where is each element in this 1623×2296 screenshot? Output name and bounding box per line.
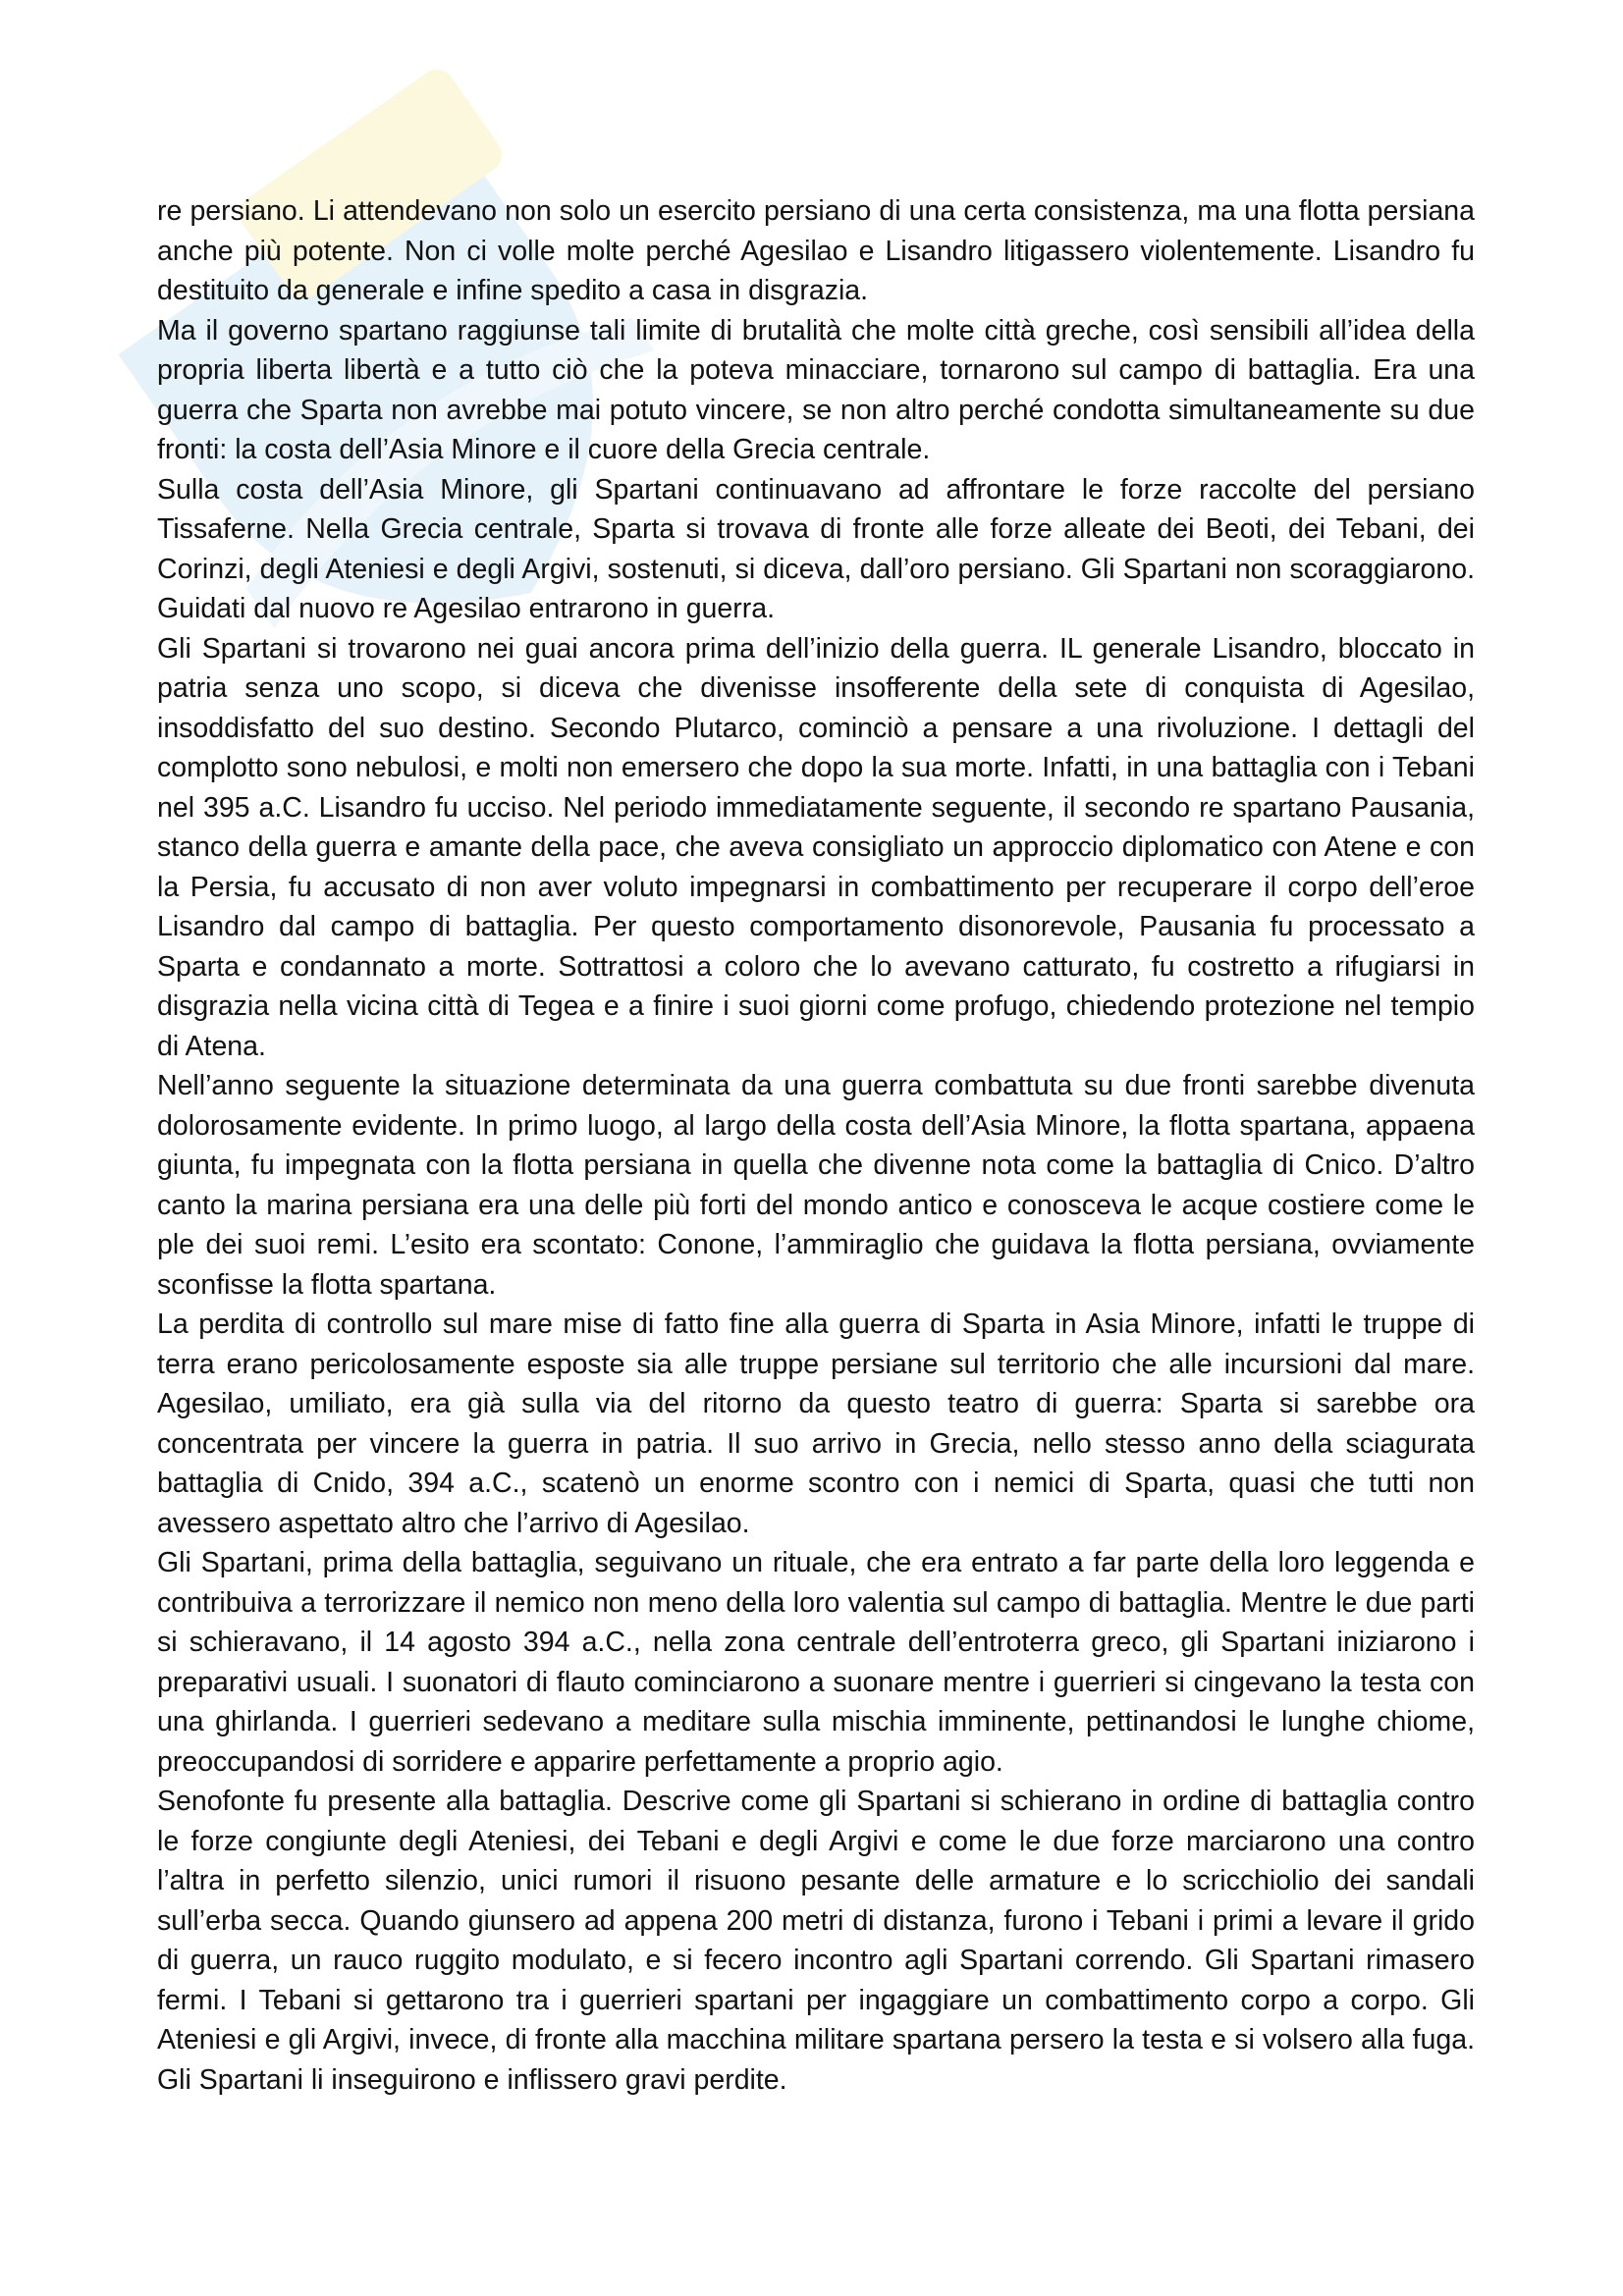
paragraph: Gli Spartani si trovarono nei guai ancora prima dell’inizio della guerra. IL generale Lisandro, bloccato in patria senza uno scopo, si diceva che divenisse insofferente della sete di conquista di Agesilao, insoddisfatto del suo destino. Secondo Plutarco, cominciò a pensare a una rivoluzione. I dettagli del complotto sono nebulosi, e molti non emersero che dopo la sua morte. Infatti, in una battaglia con i Tebani nel 395 a.C. Lisandro fu ucciso. Nel periodo immediatamente seguente, il secondo re spartano Pausania, stanco della guerra e amante della pace, che aveva consigliato un approccio diplomatico con Atene e con la Persia, fu accusato di non aver voluto impegnarsi in combattimento per recuperare il corpo dell’eroe Lisandro dal campo di battaglia. Per questo comportamento disonorevole, Pausania fu processato a Sparta e condannato a morte. Sottrattosi a coloro che lo avevano catturato, fu costretto a rifugiarsi in disgrazia nella vicina città di Tegea e a finire i suoi giorni come profugo, chiedendo protezione nel tempio di Atena. [157,632,1475,1062]
paragraph: re persiano. Li attendevano non solo un esercito persiano di una certa consistenza, ma una flotta persiana anche più potente. Non ci volle molte perché Agesilao e Lisandro litigassero violentemente. Lisandro fu destituito da generale e infine spedito a casa in disgrazia. [157,195,1475,306]
paragraph: Senofonte fu presente alla battaglia. Descrive come gli Spartani si schierano in ordine di battaglia contro le forze congiunte degli Ateniesi, dei Tebani e degli Argivi e come le due forze marciarono una contro l’altra in perfetto silenzio, unici rumori il risuono pesante delle armature e lo scricchiolio dei sandali sull’erba secca. Quando giunsero ad appena 200 metri di distanza, furono i Tebani i primi a levare il grido di guerra, un rauco ruggito modulato, e si fecero incontro agli Spartani correndo. Gli Spartani rimasero fermi. I Tebani si gettarono tra i guerrieri spartani per ingaggiare un combattimento corpo a corpo. Gli Ateniesi e gli Argivi, invece, di fronte alla macchina militare spartana persero la testa e si volsero alla fuga. Gli Spartani li inseguirono e inflissero gravi perdite. [157,1786,1475,2096]
document-body [157,191,1475,2100]
paragraph: Sulla costa dell’Asia Minore, gli Spartani continuavano ad affrontare le forze raccolte del persiano Tissaferne. Nella Grecia centrale, Sparta si trovava di fronte alle forze alleate dei Beoti, dei Tebani, dei Corinzi, degli Ateniesi e degli Argivi, sostenuti, si diceva, dall’oro persiano. Gli Spartani non scoraggiarono. Guidati dal nuovo re Agesilao entrarono in guerra. [157,473,1475,624]
paragraph: Gli Spartani, prima della battaglia, seguivano un rituale, che era entrato a far parte della loro leggenda e contribuiva a terrorizzare il nemico non meno della loro valentia sul campo di battaglia. Mentre le due parti si schieravano, il 14 agosto 394 a.C., nella zona centrale dell’entroterra greco, gli Spartani iniziarono i preparativi usuali. I suonatori di flauto cominciarono a suonare mentre i guerrieri si cingevano la testa con una ghirlanda. I guerrieri sedevano a meditare sulla mischia imminente, pettinandosi le lunghe chiome, preoccupandosi di sorridere e apparire perfettamente a proprio agio. [157,1547,1475,1778]
paragraph: Nell’anno seguente la situazione determinata da una guerra combattuta su due fronti sarebbe divenuta dolorosamente evidente. In primo luogo, al largo della costa dell’Asia Minore, la flotta spartana, appaena giunta, fu impegnata con la flotta persiana in quella che divenne nota come la battaglia di Cnico. D’altro canto la marina persiana era una delle più forti del mondo antico e conosceva le acque costiere come le ple dei suoi remi. L’esito era scontato: Conone, l’ammiraglio che guidava la flotta persiana, ovviamente sconfisse la flotta spartana. [157,1070,1475,1301]
paragraph: Ma il governo spartano raggiunse tali limite di brutalità che molte città greche, così sensibili all’idea della propria liberta libertà e a tutto ciò che la poteva minacciare, tornarono sul campo di battaglia. Era una guerra che Sparta non avrebbe mai potuto vincere, se non altro perché condotta simultaneamente su due fronti: la costa dell’Asia Minore e il cuore della Grecia centrale. [157,314,1475,465]
paragraph: La perdita di controllo sul mare mise di fatto fine alla guerra di Sparta in Asia Minore, infatti le truppe di terra erano pericolosamente esposte sia alle truppe persiane sul territorio che alle incursioni dal mare. Agesilao, umiliato, era già sulla via del ritorno da questo teatro di guerra: Sparta si sarebbe ora concentrata per vincere la guerra in patria. Il suo arrivo in Grecia, nello stesso anno della sciagurata battaglia di Cnido, 394 a.C., scatenò un enorme scontro con i nemici di Sparta, quasi che tutti non avessero aspettato altro che l’arrivo di Agesilao. [157,1308,1475,1539]
